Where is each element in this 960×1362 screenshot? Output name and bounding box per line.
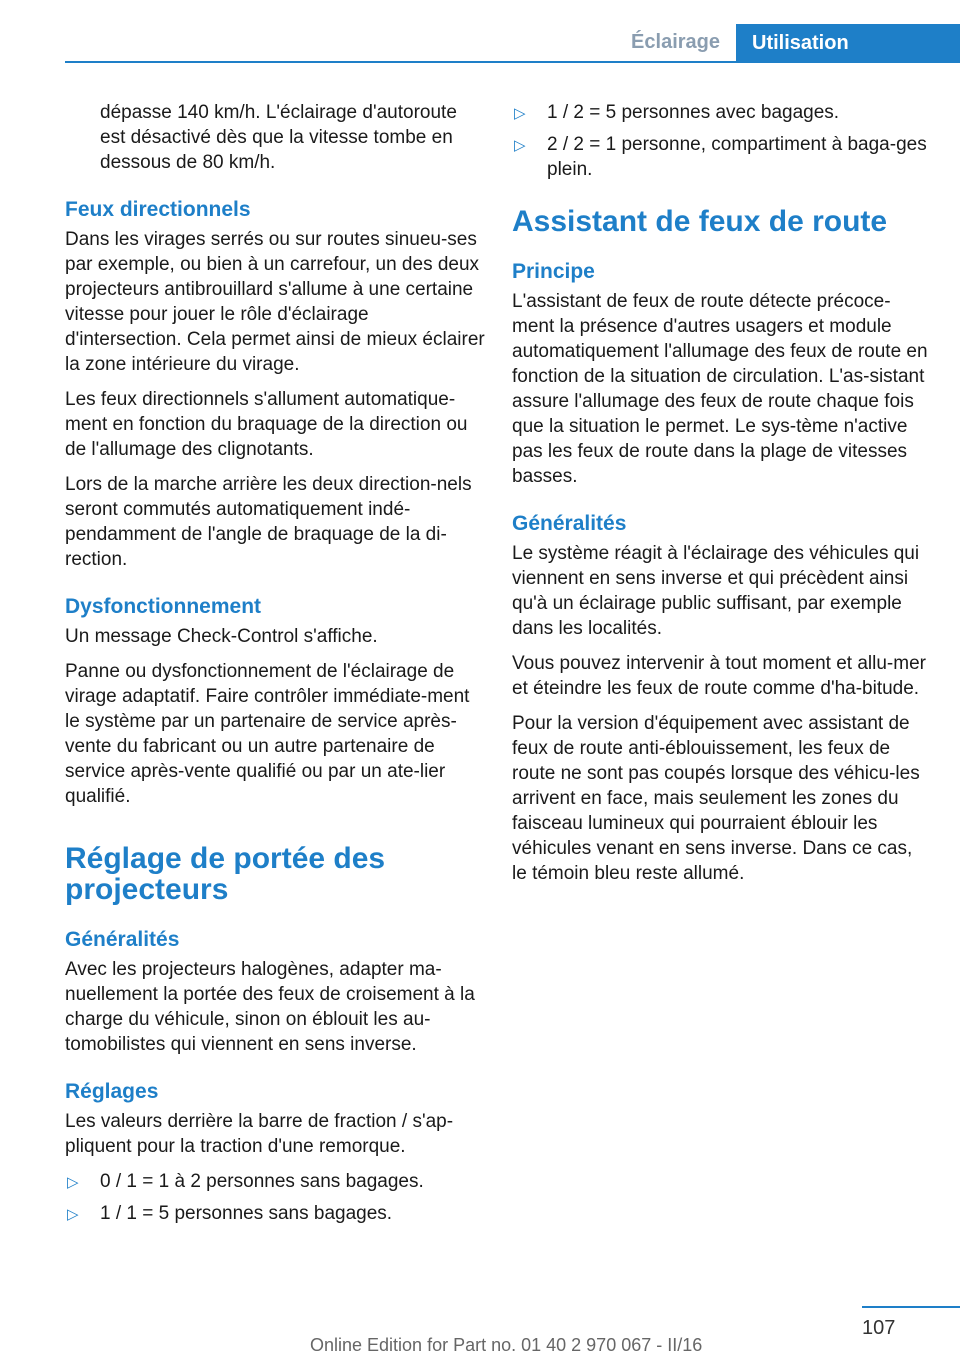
reglages-paragraph: Les valeurs derrière la barre de fraction / s'ap‐pliquent pour la traction d'une remorque. [65, 1111, 454, 1157]
footer-divider [862, 1306, 960, 1308]
feux-paragraph-2: Les feux directionnels s'allument automatique‐ment en fonction du braquage de la direction ou de l'allumage des clignotants. [65, 389, 468, 460]
triangle-bullet-icon: ▷ [67, 1174, 79, 1191]
header-divider [65, 61, 960, 63]
dysfonctionnement-heading: Dysfonctionnement [65, 595, 262, 618]
list-item: ▷ 0 / 1 = 1 à 2 personnes sans bagages. [65, 1169, 485, 1194]
intro-paragraph: dépasse 140 km/h. L'éclairage d'autoroute est désactivé dès que la vitesse tombe en dessous de 80 km/h. [100, 102, 457, 173]
feux-paragraph-1: Dans les virages serrés ou sur routes sinueu‐ses par exemple, ou bien à un carrefour, un des deux projecteurs antibrouillard s'allume à une certaine vitesse pour jouer le rôle d'éclairage d'intersection. Cela permet ainsi de mieux éclairer la zone intérieure du virage. [65, 229, 485, 375]
principe-heading: Principe [512, 260, 595, 283]
reglage-portee-heading: Réglage de portée des projecteurs [65, 842, 386, 906]
left-column [65, 100, 485, 1233]
generalites-paragraph-left: Avec les projecteurs halogènes, adapter ma‐nuellement la portée des feux de croisement à la charge du véhicule, sinon on éblouit les au‐tomobilistes qui viennent en sens inverse. [65, 959, 475, 1055]
feux-directionnels-heading: Feux directionnels [65, 198, 251, 221]
triangle-bullet-icon: ▷ [67, 1206, 79, 1223]
assistant-feux-heading: Assistant de feux de route [512, 205, 888, 238]
reglages-heading: Réglages [65, 1080, 159, 1103]
header-section-label: Éclairage [631, 31, 720, 53]
dys-paragraph-1: Un message Check-Control s'affiche. [65, 626, 378, 647]
principe-paragraph: L'assistant de feux de route détecte précoce‐ment la présence d'autres usagers et module automatiquement l'allumage des feux de route en fonction de la situation de circulation. L'as‐sistant assure l'allumage des feux de route chaque fois que la situation le permet. Le sys‐tème n'active pas les feux de route dans la plage de vitesses basses. [512, 291, 928, 487]
generalites-paragraph-3: Pour la version d'équipement avec assistant de feux de route anti-éblouissement, les feux de route ne sont pas coupés lorsque des véhicu‐les arrivent en face, mais seulement les zones du faisceau lumineux qui pourraient éblouir les véhicules venant en sens inverse. Dans ce cas, le témoin bleu reste allumé. [512, 713, 920, 884]
page-number: 107 [862, 1317, 896, 1339]
header-chapter-tab: Utilisation [736, 24, 960, 62]
load-settings-list-left [65, 1169, 485, 1226]
generalites-paragraph-2: Vous pouvez intervenir à tout moment et allu‐mer et éteindre les feux de route comme d'ha‐bitude. [512, 653, 926, 699]
generalites-heading-left: Généralités [65, 928, 180, 951]
right-column [512, 100, 932, 896]
list-item: ▷ 2 / 2 = 1 personne, compartiment à baga‐ges plein. [514, 134, 927, 180]
triangle-bullet-icon: ▷ [514, 105, 526, 122]
dys-paragraph-2: Panne ou dysfonctionnement de l'éclairage de virage adaptatif. Faire contrôler immédiate‐ment le système par un partenaire de service après-vente du fabricant ou un autre partenaire de service après-vente qualifié ou par un ate‐lier qualifié. [65, 661, 470, 807]
generalites-heading-right: Généralités [512, 512, 627, 535]
generalites-paragraph-1: Le système réagit à l'éclairage des véhicules qui viennent en sens inverse et qui précèdent ainsi qu'à un éclairage public suffisant, par exemple dans les localités. [512, 543, 920, 639]
list-item: ▷ 1 / 2 = 5 personnes avec bagages. [512, 100, 932, 125]
triangle-bullet-icon: ▷ [514, 137, 526, 154]
list-item: ▷ 1 / 1 = 5 personnes sans bagages. [65, 1201, 485, 1226]
load-settings-list-right [512, 100, 932, 182]
edition-footer: Online Edition for Part no. 01 40 2 970 067 - II/16 [310, 1335, 703, 1355]
feux-paragraph-3: Lors de la marche arrière les deux direction‐nels seront commutés automatiquement indé‐pendamment de l'angle de braquage de la di‐rection. [65, 474, 472, 570]
